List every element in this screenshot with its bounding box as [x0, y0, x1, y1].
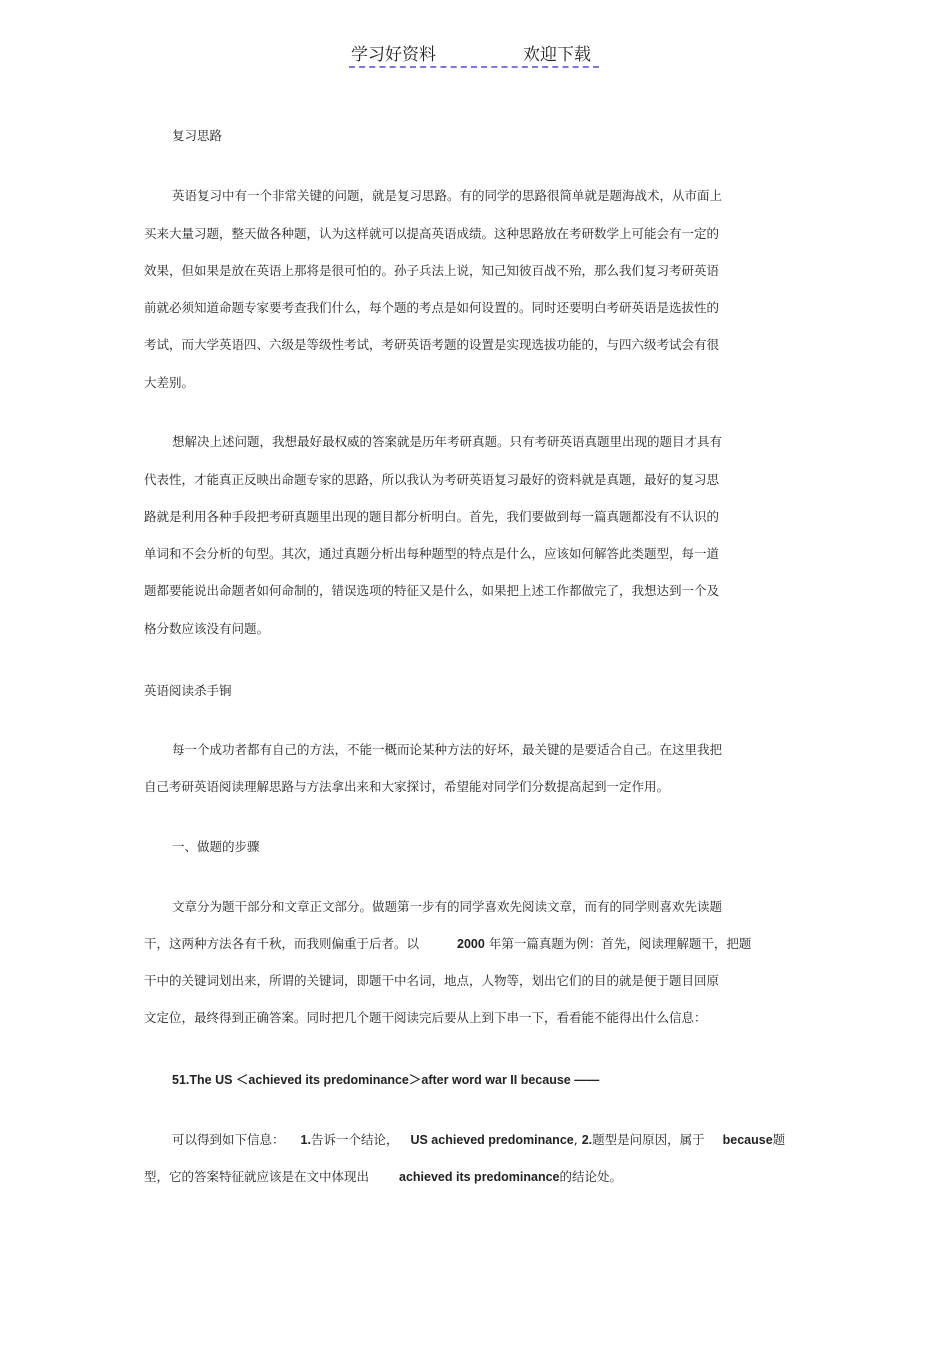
- text-run: 年第一篇真题为例：首先，阅读理解题干，把题: [488, 936, 752, 951]
- subsection-title: 一、做题的步骤: [172, 839, 260, 854]
- text-run: 告诉一个结论，: [310, 1132, 399, 1147]
- paragraph-line: [144, 934, 751, 952]
- paragraph-line: 每一个成功者都有自己的方法，不能一概而论某种方法的好坏，最关键的是要适合自己。在这里我把: [172, 742, 723, 757]
- year-number: 2000: [457, 937, 485, 951]
- text-run: 题: [772, 1132, 786, 1147]
- key-phrase: because: [722, 1133, 773, 1147]
- paragraph-line: 考试，而大学英语四、六级是等级性考试，考研英语考题的设置是实现选拔功能的，与四六级考试会有很: [144, 337, 720, 352]
- paragraph-line: 单词和不会分析的句型。其次，通过真题分析出每种题型的特点是什么，应该如何解答此类题型，每一道: [144, 546, 720, 561]
- section-title: 英语阅读杀手锏: [144, 683, 232, 698]
- text-run: 可以得到如下信息：: [172, 1132, 285, 1147]
- paragraph-line: 题都要能说出命题者如何命制的，错误选项的特征又是什么，如果把上述工作都做完了，我想达到一个及: [144, 583, 720, 598]
- paragraph-line: 效果，但如果是放在英语上那将是很可怕的。孙子兵法上说，知己知彼百战不殆，那么我们复习考研英语: [144, 263, 720, 278]
- page-header: [349, 40, 599, 68]
- text-run: 干，这两种方法各有千秋，而我则偏重于后者。以: [144, 936, 420, 951]
- paragraph-line: 路就是利用各种手段把考研真题里出现的题目都分析明白。首先，我们要做到每一篇真题都没有不认识的: [144, 509, 720, 524]
- paragraph-line: 想解决上述问题，我想最好最权威的答案就是历年考研真题。只有考研英语真题里出现的题目才具有: [172, 434, 723, 449]
- list-number: 1.: [300, 1133, 311, 1147]
- text-run: ,: [573, 1132, 582, 1147]
- key-phrase: US achieved predominance: [410, 1133, 574, 1147]
- text-run: 题型是问原因，属于: [592, 1132, 705, 1147]
- paragraph-line: 代表性，才能真正反映出命题专家的思路，所以我认为考研英语复习最好的资料就是真题，最好的复习思: [144, 472, 720, 487]
- paragraph-line: 文章分为题干部分和文章正文部分。做题第一步有的同学喜欢先阅读文章，而有的同学则喜欢先读题: [172, 899, 723, 914]
- list-number: 2.: [581, 1133, 593, 1147]
- paragraph-line: [172, 1130, 785, 1148]
- key-phrase: achieved its predominance: [399, 1170, 560, 1184]
- paragraph-line: 大差别。: [144, 375, 195, 390]
- paragraph-line: 自己考研英语阅读理解思路与方法拿出来和大家探讨，希望能对同学们分数提高起到一定作用。: [144, 779, 670, 794]
- paragraph-line: 格分数应该没有问题。: [144, 621, 270, 636]
- text-run: 的结论处。: [559, 1169, 623, 1184]
- header-right-text: 欢迎下载: [523, 45, 591, 65]
- header-left-text: 学习好资料: [351, 45, 436, 65]
- paragraph-line: 前就必须知道命题专家要考查我们什么，每个题的考点是如何设置的。同时还要明白考研英语是选拔性的: [144, 300, 720, 315]
- paragraph-line: [144, 1167, 622, 1185]
- paragraph-line: 文定位，最终得到正确答案。同时把几个题干阅读完后要从上到下串一下，看看能不能得出什么信息：: [144, 1010, 707, 1025]
- question-stem: 51.The US ＜achieved its predominance＞after word war II because ——: [172, 1073, 600, 1087]
- section-title: 复习思路: [172, 128, 223, 143]
- paragraph-line: 买来大量习题，整天做各种题，认为这样就可以提高英语成绩。这种思路放在考研数学上可能会有一定的: [144, 226, 720, 241]
- paragraph-line: 英语复习中有一个非常关键的问题，就是复习思路。有的同学的思路很简单就是题海战术，从市面上: [172, 188, 723, 203]
- text-run: 型，它的答案特征就应该是在文中体现出: [144, 1169, 370, 1184]
- paragraph-line: 干中的关键词划出来，所谓的关键词，即题干中名词，地点，人物等，划出它们的目的就是便于题目回原: [144, 973, 720, 988]
